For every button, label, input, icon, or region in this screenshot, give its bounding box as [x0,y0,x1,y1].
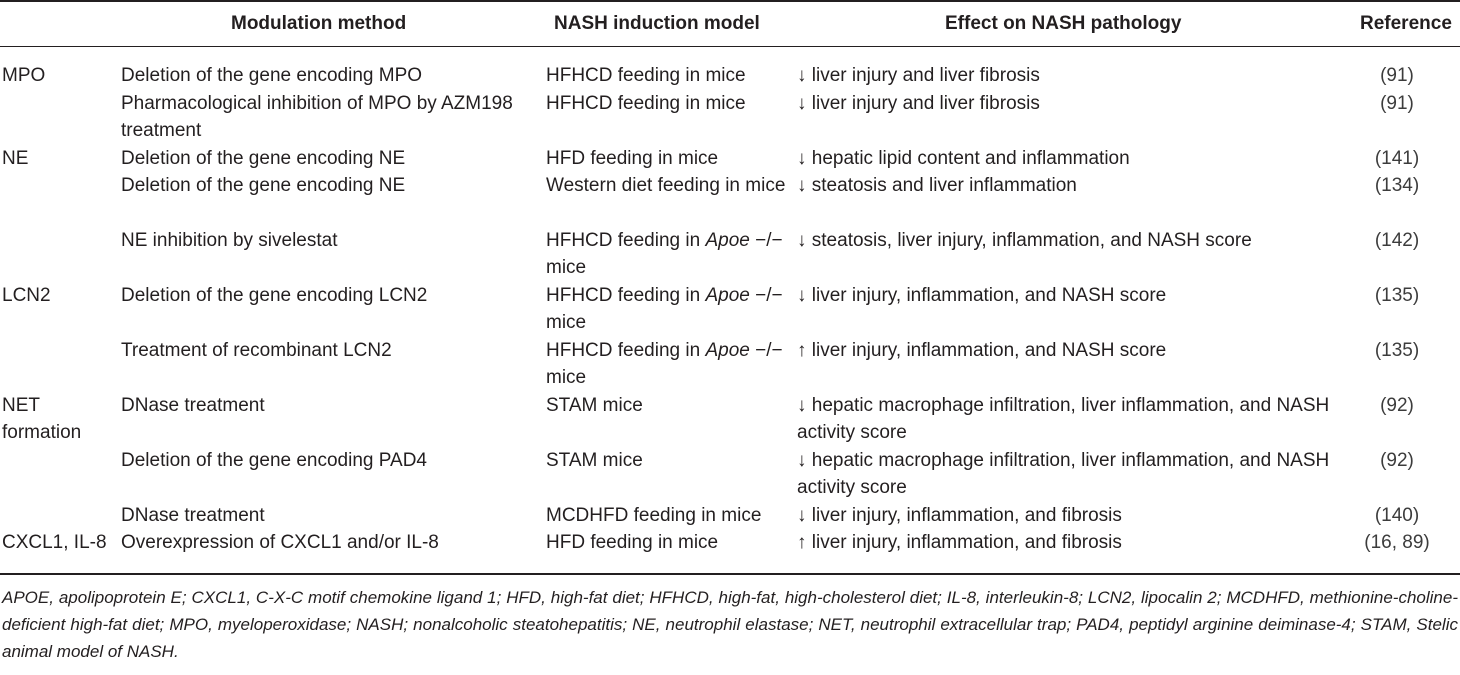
row-effect: ↓ liver injury and liver fibrosis [797,93,1040,114]
header-nash-induction-model: NASH induction model [554,13,760,34]
row-reference: (91) [1380,65,1414,86]
bottom-rule [0,573,1460,575]
row-model [546,337,786,392]
row-method: Deletion of the gene encoding MPO [121,65,423,86]
row-model: STAM mice [546,450,643,471]
row-method: Deletion of the gene encoding LCN2 [121,285,428,306]
row-reference: (92) [1380,395,1414,416]
row-method: Pharmacological inhibition of MPO by AZM198 treatment [121,93,513,142]
model-gene-italic: Apoe [705,285,750,306]
row-target: NE [2,148,29,169]
row-effect: ↓ steatosis, liver injury, inflammation, and NASH score [797,230,1252,251]
row-method: Treatment of recombinant LCN2 [121,340,392,361]
row-effect: ↓ hepatic lipid content and inflammation [797,148,1130,169]
row-target: CXCL1, IL-8 [2,532,107,553]
row-model [546,282,786,337]
row-effect: ↓ liver injury and liver fibrosis [797,65,1040,86]
header-rule [0,46,1460,47]
row-reference: (92) [1380,450,1414,471]
model-text: −/− mice [546,285,783,334]
header-modulation-method: Modulation method [231,13,407,34]
row-effect: ↑ liver injury, inflammation, and fibrosis [797,532,1122,553]
row-reference: (134) [1374,175,1420,196]
row-model: STAM mice [546,395,643,416]
row-method: Deletion of the gene encoding PAD4 [121,450,427,471]
model-text: HFHCD feeding in [546,285,706,306]
row-method: Deletion of the gene encoding NE [121,148,406,169]
row-effect: ↓ steatosis and liver inflammation [797,175,1077,196]
model-text: HFHCD feeding in [546,230,706,251]
table-footnote: APOE, apolipoprotein E; CXCL1, C-X-C motif chemokine ligand 1; HFD, high-fat diet; HFHCD, high-fat, high-cholesterol diet; IL-8, interleukin-8; LCN2, lipocalin 2; MCDHFD, methionine-choline-deficient high-fat diet; MPO, myeloperoxidase; NASH; nonalcoholic steatohepatitis; NE, neutrophil elastase; NET, neutrophil extracellular trap; PAD4, peptidyl arginine deiminase-4; STAM, Stelic animal model of NASH. [2,588,1458,661]
row-reference: (91) [1380,93,1414,114]
row-effect: ↑ liver injury, inflammation, and NASH score [797,340,1167,361]
model-gene-italic: Apoe [705,230,750,251]
row-target: MPO [2,65,46,86]
model-text: −/− mice [546,230,783,279]
header-effect-on-nash-pathology: Effect on NASH pathology [945,13,1182,34]
model-gene-italic: Apoe [705,340,750,361]
row-method: NE inhibition by sivelestat [121,230,338,251]
row-target: NET formation [2,395,82,444]
row-effect: ↓ liver injury, inflammation, and fibrosis [797,505,1122,526]
model-text: −/− mice [546,340,783,389]
row-model: Western diet feeding in mice [546,175,786,196]
row-model: HFHCD feeding in mice [546,65,746,86]
row-target: LCN2 [2,285,51,306]
row-method: DNase treatment [121,395,265,416]
row-reference: (140) [1374,505,1420,526]
row-reference: (142) [1374,230,1420,251]
row-method: Deletion of the gene encoding NE [121,175,406,196]
row-model: HFD feeding in mice [546,148,719,169]
model-text: HFHCD feeding in [546,340,706,361]
row-reference: (135) [1374,285,1420,306]
row-reference: (141) [1374,148,1420,169]
row-model: HFD feeding in mice [546,532,719,553]
row-model: HFHCD feeding in mice [546,93,746,114]
header-reference: Reference [1360,13,1452,34]
row-reference: (16, 89) [1364,532,1430,553]
row-model: MCDHFD feeding in mice [546,505,762,526]
row-effect: ↓ hepatic macrophage infiltration, liver inflammation, and NASH activity score [797,450,1330,499]
row-effect: ↓ hepatic macrophage infiltration, liver inflammation, and NASH activity score [797,395,1330,444]
row-method: Overexpression of CXCL1 and/or IL-8 [121,532,439,553]
row-method: DNase treatment [121,505,265,526]
row-reference: (135) [1374,340,1420,361]
top-rule [0,0,1460,2]
row-model [546,227,786,282]
row-effect: ↓ liver injury, inflammation, and NASH score [797,285,1167,306]
